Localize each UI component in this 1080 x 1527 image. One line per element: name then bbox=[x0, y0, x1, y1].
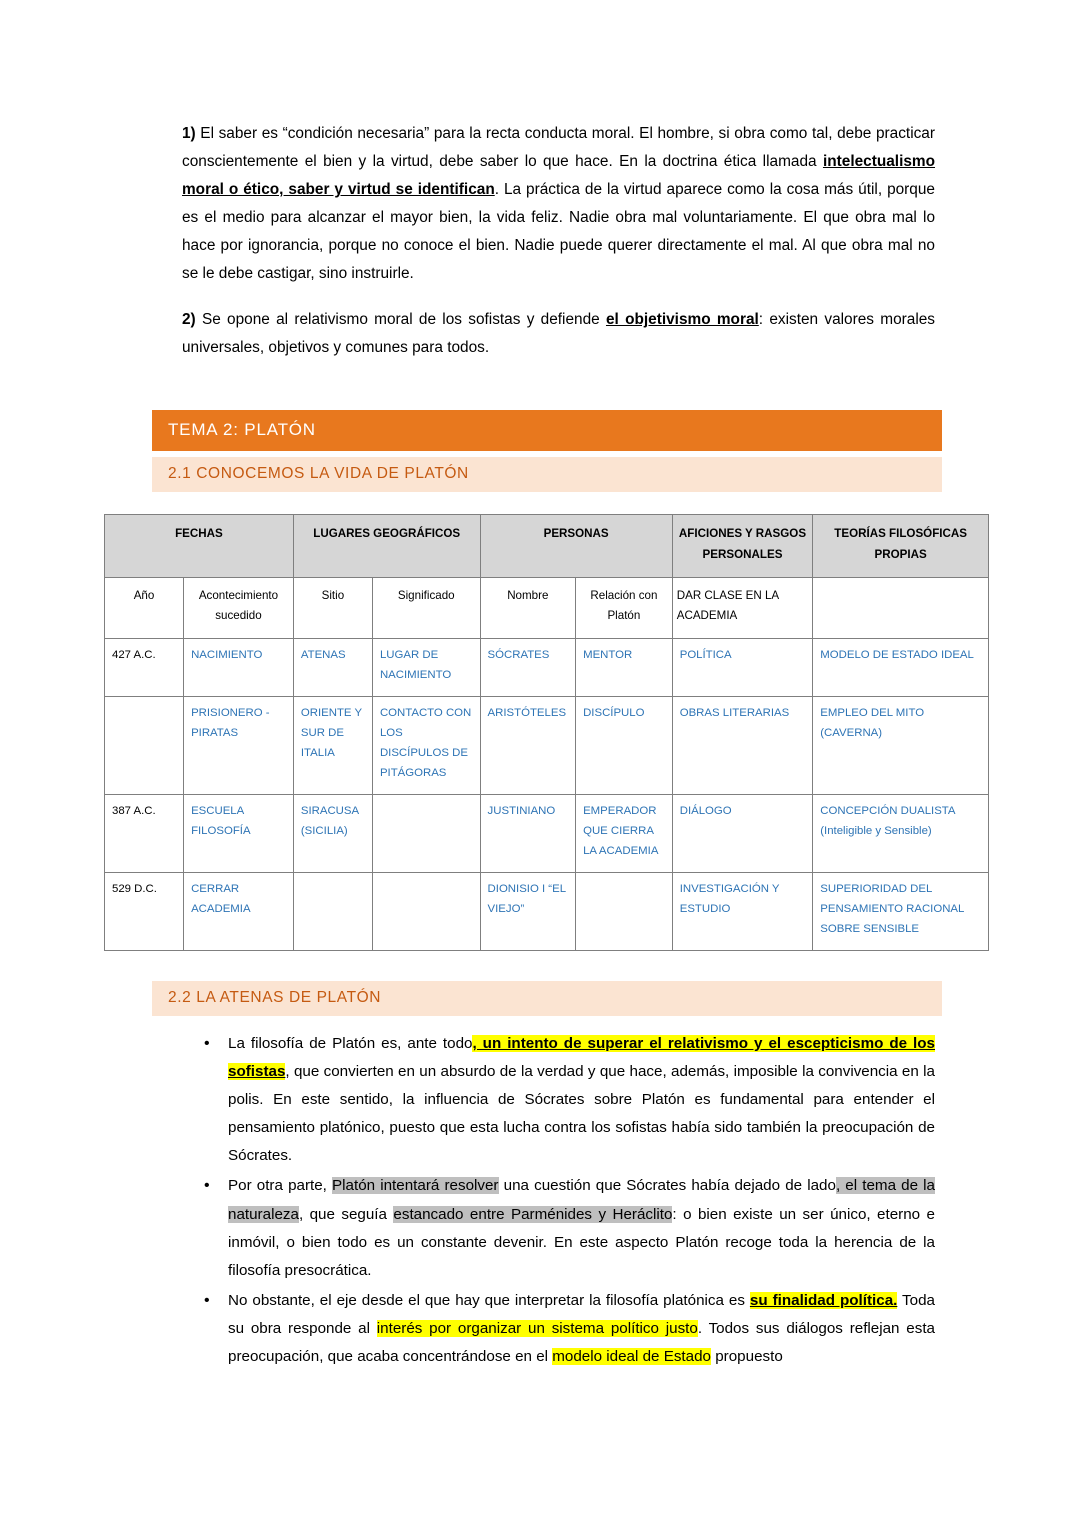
bullet-2-gray-2: , el tema de la naturaleza bbox=[228, 1177, 935, 1223]
cell-ano bbox=[105, 697, 184, 795]
cell-acontecimiento: NACIMIENTO bbox=[184, 639, 294, 697]
list-item bbox=[228, 1030, 935, 1171]
group-header-teorias: TEORÍAS FILOSÓFICAS PROPIAS bbox=[813, 515, 989, 578]
bullet-1-seg1: La filosofía de Platón es, ante todo bbox=[228, 1034, 473, 1052]
paragraph-1-emphasis: intelectualismo moral o ético, saber y virtud se identifican bbox=[182, 153, 935, 199]
bullet-1-highlight-1: , un intento de superar el relativismo y el escepticismo de los sofistas bbox=[228, 1034, 935, 1080]
bullet-3-seg1: No obstante, el eje desde el que hay que interpretar la filosofía platónica es bbox=[228, 1291, 750, 1309]
table-group-header-row bbox=[105, 515, 989, 578]
bullet-3-highlight-3: modelo ideal de Estado bbox=[552, 1348, 711, 1366]
cell-teorias: MODELO DE ESTADO IDEAL bbox=[813, 639, 989, 697]
cell-acontecimiento: PRISIONERO - PIRATAS bbox=[184, 697, 294, 795]
table-sub-header-row bbox=[105, 577, 989, 639]
cell-significado bbox=[372, 795, 480, 873]
cell-nombre: ARISTÓTELES bbox=[480, 697, 576, 795]
cell-sitio: SIRACUSA (SICILIA) bbox=[293, 795, 372, 873]
paragraph-2-number: 2) bbox=[182, 311, 196, 329]
bullet-3-seg3: . Todos sus diálogos reflejan esta preocupación, que acaba concentrándose en el bbox=[228, 1320, 936, 1366]
bullet-2-seg4: : o bien existe un ser único, eterno e inmóvil, o bien todo es un constante devenir. En este aspecto Platón recoge toda la herencia de la filosofía presocrática. bbox=[228, 1205, 935, 1279]
cell-aficiones: DIÁLOGO bbox=[672, 795, 813, 873]
cell-aficiones: OBRAS LITERARIAS bbox=[672, 697, 813, 795]
sub-header-nombre: Nombre bbox=[480, 577, 576, 639]
sub-header-relacion: Relación con Platón bbox=[576, 577, 673, 639]
bullet-3-highlight-1: su finalidad política. bbox=[749, 1291, 898, 1309]
cell-nombre: SÓCRATES bbox=[480, 639, 576, 697]
cell-relacion: DISCÍPULO bbox=[576, 697, 673, 795]
cell-ano: 529 D.C. bbox=[105, 872, 184, 950]
group-header-aficiones: AFICIONES Y RASGOS PERSONALES bbox=[672, 515, 813, 578]
cell-aficiones: POLÍTICA bbox=[672, 639, 813, 697]
cell-teorias: CONCEPCIÓN DUALISTA (Inteligible y Sensible) bbox=[813, 795, 989, 873]
list-item bbox=[228, 1287, 935, 1371]
cell-nombre: DIONISIO I “EL VIEJO” bbox=[480, 872, 576, 950]
bullet-1-seg2: , que convierten en un absurdo de la verdad y que hace, además, imposible la convivencia en la polis. En este sentido, la influencia de Sócrates sobre Platón es fundamental para entender el pensamiento platónico, puesto que esta lucha contra los sofistas había sido también la preocupación de Sócrates. bbox=[228, 1062, 935, 1165]
cell-teorias: SUPERIORIDAD DEL PENSAMIENTO RACIONAL SOBRE SENSIBLE bbox=[813, 872, 989, 950]
bullet-2-seg2: una cuestión que Sócrates había dejado de lado bbox=[498, 1177, 836, 1195]
heading-tema-2: TEMA 2: PLATÓN bbox=[152, 410, 942, 451]
table-row bbox=[105, 795, 989, 873]
paragraph-1-text-before: El saber es “condición necesaria” para la recta conducta moral. El hombre, si obra como tal, debe practicar conscientemente el bien y la virtud, debe saber lo que hace. En la doctrina ética llamada bbox=[182, 125, 935, 171]
bullet-3-seg2: Toda su obra responde al bbox=[228, 1291, 935, 1338]
cell-acontecimiento: ESCUELA FILOSOFÍA bbox=[184, 795, 294, 873]
table-row bbox=[105, 697, 989, 795]
cell-nombre: JUSTINIANO bbox=[480, 795, 576, 873]
heading-2-1: 2.1 CONOCEMOS LA VIDA DE PLATÓN bbox=[152, 457, 942, 492]
group-header-fechas: FECHAS bbox=[105, 515, 294, 578]
platon-life-table bbox=[104, 514, 989, 951]
cell-ano: 387 A.C. bbox=[105, 795, 184, 873]
cell-sitio bbox=[293, 872, 372, 950]
cell-teorias: EMPLEO DEL MITO (CAVERNA) bbox=[813, 697, 989, 795]
cell-significado bbox=[372, 872, 480, 950]
cell-sitio: ATENAS bbox=[293, 639, 372, 697]
paragraph-2 bbox=[182, 306, 935, 362]
paragraph-1-number: 1) bbox=[182, 125, 196, 142]
heading-2-2: 2.2 LA ATENAS DE PLATÓN bbox=[152, 981, 942, 1016]
cell-significado: LUGAR DE NACIMIENTO bbox=[372, 639, 480, 697]
group-header-personas: PERSONAS bbox=[480, 515, 672, 578]
cell-relacion bbox=[576, 872, 673, 950]
sub-header-empty bbox=[813, 577, 989, 639]
bullet-3-seg4: propuesto bbox=[711, 1348, 783, 1366]
cell-relacion: MENTOR bbox=[576, 639, 673, 697]
sub-header-dar-clase: DAR CLASE EN LA ACADEMIA bbox=[672, 577, 813, 639]
cell-significado: CONTACTO CON LOS DISCÍPULOS DE PITÁGORAS bbox=[372, 697, 480, 795]
sub-header-ano: Año bbox=[105, 577, 184, 639]
paragraph-1 bbox=[182, 120, 935, 288]
cell-relacion: EMPERADOR QUE CIERRA LA ACADEMIA bbox=[576, 795, 673, 873]
sub-header-acontecimiento: Acontecimiento sucedido bbox=[184, 577, 294, 639]
cell-sitio: ORIENTE Y SUR DE ITALIA bbox=[293, 697, 372, 795]
table-row bbox=[105, 872, 989, 950]
cell-ano: 427 A.C. bbox=[105, 639, 184, 697]
list-item bbox=[228, 1172, 935, 1285]
bullet-2-seg3: , que seguía bbox=[298, 1205, 394, 1223]
cell-acontecimiento: CERRAR ACADEMIA bbox=[184, 872, 294, 950]
bullet-2-seg1: Por otra parte, bbox=[228, 1177, 333, 1195]
sub-header-significado: Significado bbox=[372, 577, 480, 639]
paragraph-2-emphasis: el objetivismo moral bbox=[605, 311, 759, 329]
group-header-lugares: LUGARES GEOGRÁFICOS bbox=[293, 515, 480, 578]
paragraph-2-text-before: Se opone al relativismo moral de los sofistas y defiende bbox=[195, 311, 606, 329]
table-row bbox=[105, 639, 989, 697]
bullet-3-highlight-2: interés por organizar un sistema político justo bbox=[376, 1320, 698, 1338]
paragraph-2-text-after: : existen valores morales universales, objetivos y comunes para todos. bbox=[182, 311, 935, 357]
bullet-2-gray-3: estancado entre Parménides y Heráclito bbox=[393, 1205, 673, 1223]
bullet-2-gray-1: Platón intentará resolver bbox=[332, 1177, 499, 1195]
sub-header-sitio: Sitio bbox=[293, 577, 372, 639]
cell-aficiones: INVESTIGACIÓN Y ESTUDIO bbox=[672, 872, 813, 950]
atenas-bullet-list bbox=[182, 1030, 935, 1372]
paragraph-1-text-after: . La práctica de la virtud aparece como la cosa más útil, porque es el medio para alcanzar el mayor bien, la vida feliz. Nadie obra mal voluntariamente. El que obra mal lo hace por ignorancia, porque no conoce el bien. Nadie puede querer directamente el mal. Al que obra mal no se le debe castigar, sino instruirle. bbox=[182, 181, 935, 283]
